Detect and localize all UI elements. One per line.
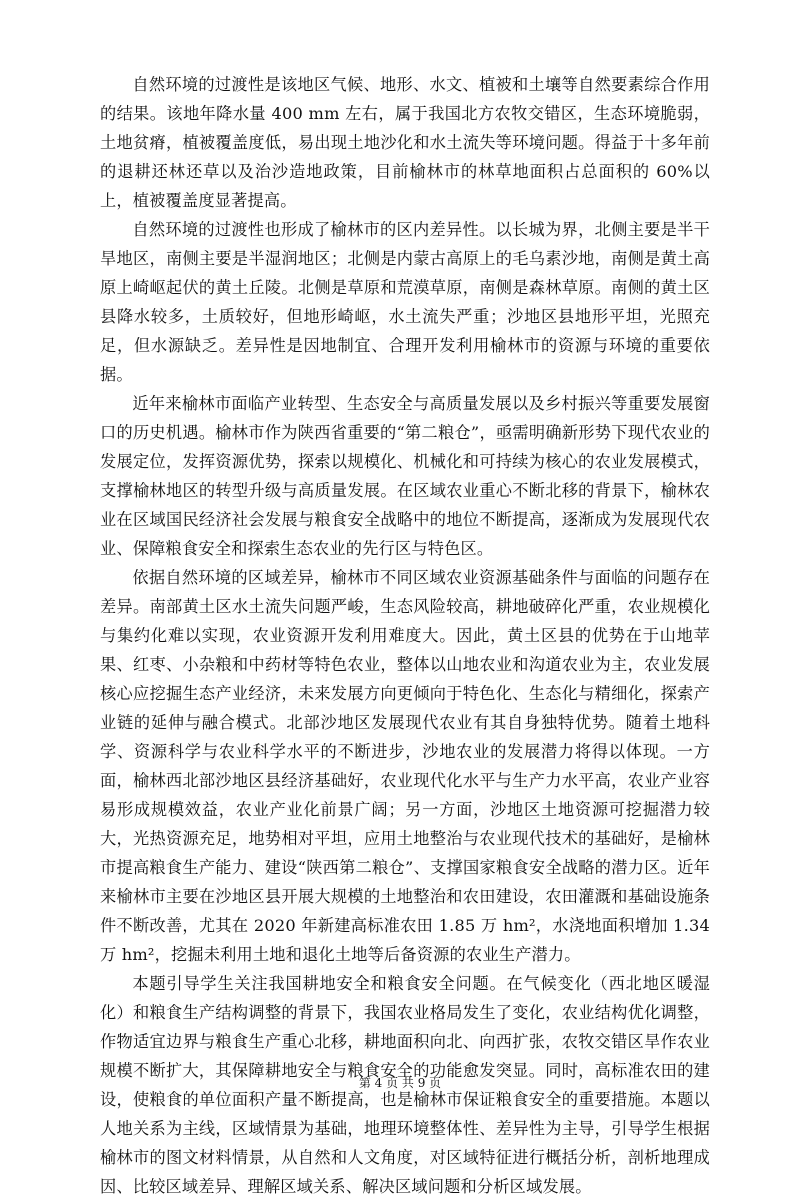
paragraph-2: 自然环境的过渡性也形成了榆林市的区内差异性。以长城为界，北侧主要是半干旱地区，南侧主要是半湿润地区；北侧是内蒙古高原上的毛乌素沙地，南侧是黄土高原上崎岖起伏的黄土丘陵。北侧是草原和荒漠草原，南侧是森林草原。南侧的黄土区县降水较多，土质较好，但地形崎岖，水土流失严重；沙地区县地形平坦，光照充足，但水源缺乏。差异性是因地制宜、合理开发利用榆林市的资源与环境的重要依据。 (100, 220, 710, 384)
paragraph-4: 依据自然环境的区域差异，榆林市不同区域农业资源基础条件与面临的问题存在差异。南部黄土区水土流失问题严峻，生态风险较高，耕地破碎化严重，农业规模化与集约化难以实现，农业资源开发利用难度大。因此，黄土区县的优势在于山地苹果、红枣、小杂粮和中药材等特色农业，整体以山地农业和沟道农业为主，农业发展核心应挖掘生态产业经济，未来发展方向更倾向于特色化、生态化与精细化，探索产业链的延伸与融合模式。北部沙地区发展现代农业有其自身独特优势。随着土地科学、资源科学与农业科学水平的不断进步，沙地农业的发展潜力将得以体现。一方面，榆林西北部沙地区县经济基础好，农业现代化水平与生产力水平高，农业产业容易形成规模效益，农业产业化前景广阔；另一方面，沙地区土地资源可挖掘潜力较大，光热资源充足，地势相对平坦，应用土地整治与农业现代技术的基础好，是榆林市提高粮食生产能力、建设“陕西第二粮仓”、支撑国家粮食安全战略的潜力区。近年来榆林市主要在沙地区县开展大规模的土地整治和农田建设，农田灌溉和基础设施条件不断改善，尤其在 2020 年新建高标准农田 1.85 万 hm²，水浇地面积增加 1.34 万 hm²，挖掘未利用土地和退化土地等后备资源的农业生产潜力。 (100, 568, 710, 964)
paragraph-3: 近年来榆林市面临产业转型、生态安全与高质量发展以及乡村振兴等重要发展窗口的历史机遇。榆林市作为陕西省重要的“第二粮仓”，亟需明确新形势下现代农业的发展定位，发挥资源优势，探索以规模化、机械化和可持续为核心的农业发展模式，支撑榆林地区的转型升级与高质量发展。在区域农业重心不断北移的背景下，榆林农业在区域国民经济社会发展与粮食安全战略中的地位不断提高，逐渐成为发展现代农业、保障粮食安全和探索生态农业的先行区与特色区。 (100, 394, 710, 558)
paragraph-1: 自然环境的过渡性是该地区气候、地形、水文、植被和土壤等自然要素综合作用的结果。该地年降水量 400 mm 左右，属于我国北方农牧交错区，生态环境脆弱，土地贫瘠，植被覆盖度低，易出现土地沙化和水土流失等环境问题。得益于十多年前的退耕还林还草以及治沙造地政策，目前榆林市的林草地面积占总面积的 60%以上，植被覆盖度显著提高。 (100, 75, 710, 210)
page-footer (0, 1074, 800, 1091)
page-number: 第 4 页 共 9 页 (358, 1076, 442, 1090)
paragraph-5: 本题引导学生关注我国耕地安全和粮食安全问题。在气候变化（西北地区暖湿化）和粮食生产结构调整的背景下，我国农业格局发生了变化，农业结构优化调整，作物适宜边界与粮食生产重心北移，耕地面积向北、向西扩张，农牧交错区旱作农业规模不断扩大，其保障耕地安全与粮食安全的功能愈发突显。同时，高标准农田的建设，使粮食的单位面积产量不断提高，也是榆林市保证粮食安全的重要措施。本题以人地关系为主线，区域情景为基础，地理环境整体性、差异性为主导，引导学生根据榆林市的图文材料情景，从自然和人文角度，对区域特征进行概括分析，剖析地理成因、比较区域差异、理解区域关系、解决区域问题和分析区域发展。 (100, 974, 710, 1196)
